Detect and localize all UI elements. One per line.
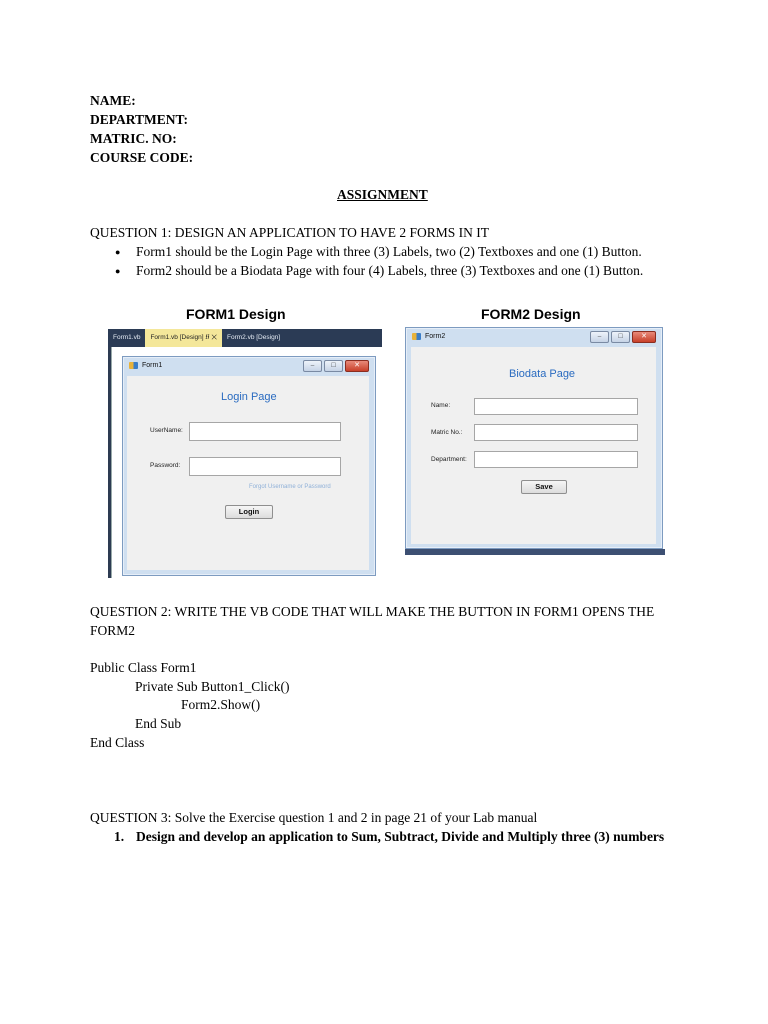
- pin-icon: ⭿: [205, 334, 210, 341]
- question-2-text-line-1: QUESTION 2: WRITE THE VB CODE THAT WILL MAKE THE BUTTON IN FORM1 OPENS THE: [90, 604, 655, 619]
- password-label: Password:: [150, 462, 181, 469]
- biodata-page-heading: Biodata Page: [509, 368, 576, 380]
- assignment-title: ASSIGNMENT: [337, 187, 428, 202]
- minimize-icon: –: [303, 360, 322, 372]
- save-button: Save: [521, 480, 567, 494]
- close-tab-icon: ✕: [211, 334, 217, 341]
- question-2-text-line-2: FORM2: [90, 623, 136, 638]
- close-icon: ✕: [632, 331, 656, 343]
- code-line-5: End Class: [90, 735, 145, 750]
- course-code-field-label: COURSE CODE:: [90, 150, 194, 165]
- code-line-1: Public Class Form1: [90, 660, 197, 675]
- form2-client-area: [411, 347, 656, 544]
- form1-client-area: [127, 376, 369, 570]
- form1-designer-screenshot: [108, 329, 382, 578]
- username-label: UserName:: [150, 427, 183, 434]
- designer-tab-bar: [108, 329, 382, 347]
- password-textbox: [189, 457, 341, 476]
- question-3-item-number: 1.: [114, 829, 125, 844]
- tab-form1-design: Form1.vb [Design] ⭿ ✕: [145, 329, 222, 347]
- form1-design-title: FORM1 Design: [186, 306, 286, 322]
- department-textbox: [474, 451, 638, 468]
- question-1-text: QUESTION 1: DESIGN AN APPLICATION TO HAVE 2 FORMS IN IT: [90, 225, 490, 240]
- tab-form1-vb: Form1.vb: [113, 334, 141, 341]
- question-1-bullet-2: ● Form2 should be a Biodata Page with four (4) Labels, three (3) Textboxes and one (1) Button.: [136, 262, 643, 280]
- form-icon: [412, 333, 421, 340]
- code-line-2: Private Sub Button1_Click(): [135, 679, 290, 694]
- code-line-3: Form2.Show(): [181, 697, 261, 712]
- design-surface: [111, 347, 383, 578]
- name-field-label: NAME:: [90, 93, 136, 108]
- department-label: Department:: [431, 456, 467, 463]
- form1-window: [122, 356, 376, 576]
- form2-window-title: Form2: [425, 333, 446, 340]
- maximize-icon: □: [324, 360, 343, 372]
- form1-window-title: Form1: [142, 362, 163, 369]
- form2-design-title: FORM2 Design: [481, 306, 581, 322]
- name-label: Name:: [431, 402, 451, 409]
- form-icon: [129, 362, 138, 369]
- login-button: Login: [225, 505, 273, 519]
- username-textbox: [189, 422, 341, 441]
- minimize-icon: –: [590, 331, 609, 343]
- code-line-4: End Sub: [135, 716, 182, 731]
- maximize-icon: □: [611, 331, 630, 343]
- forgot-credentials-link: Forgot Username or Password: [249, 484, 331, 490]
- question-3-item-text: Design and develop an application to Sum, Subtract, Divide and Multiply three (3) numbers: [136, 829, 665, 844]
- form2-designer-screenshot: [405, 327, 665, 557]
- question-1-bullet-1: ● Form1 should be the Login Page with three (3) Labels, two (2) Textboxes and one (1) Button.: [136, 243, 642, 261]
- name-textbox: [474, 398, 638, 415]
- login-page-heading: Login Page: [221, 391, 277, 403]
- taskbar-strip: [405, 549, 665, 555]
- window-controls: [590, 331, 656, 343]
- question-3-text: QUESTION 3: Solve the Exercise question 1 and 2 in page 21 of your Lab manual: [90, 810, 538, 825]
- form2-window: [405, 327, 663, 549]
- department-field-label: DEPARTMENT:: [90, 112, 189, 127]
- matric-no-label: Matric No.:: [431, 429, 463, 436]
- window-controls: [303, 360, 369, 372]
- matric-field-label: MATRIC. NO:: [90, 131, 177, 146]
- tab-form2-design: Form2.vb [Design]: [227, 334, 281, 341]
- close-icon: ✕: [345, 360, 369, 372]
- matric-no-textbox: [474, 424, 638, 441]
